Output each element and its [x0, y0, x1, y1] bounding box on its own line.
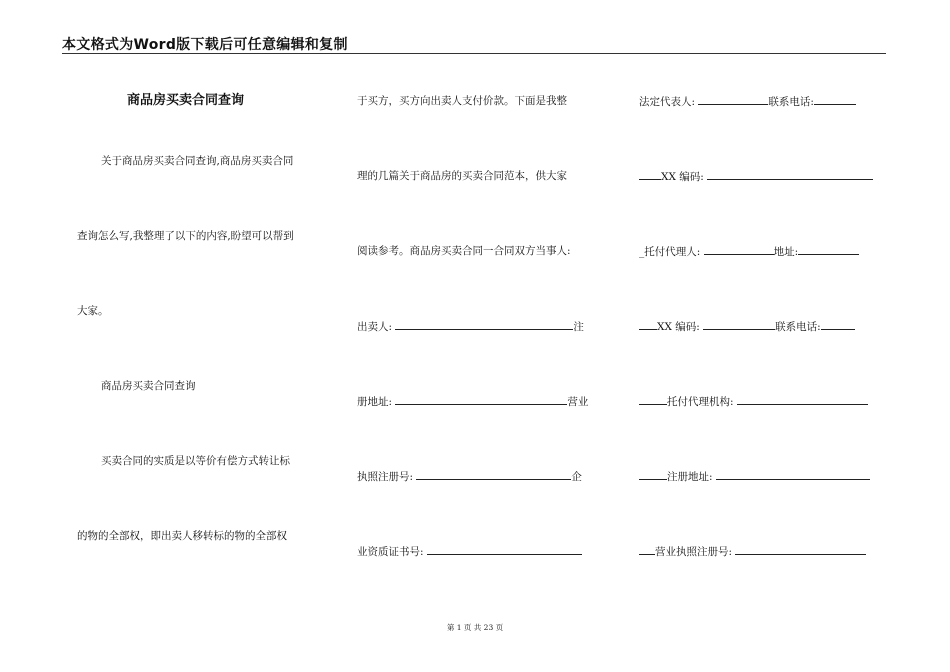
biz-license-label: 营业执照注册号:: [655, 546, 733, 558]
license-suffix: 企: [571, 471, 582, 483]
biz-license-prefix-blank[interactable]: [639, 544, 655, 555]
seller-blank[interactable]: [395, 319, 573, 330]
phone2-blank[interactable]: [821, 319, 855, 330]
agent-label: _托付代理人:: [639, 246, 701, 258]
postcode-blank[interactable]: [707, 169, 873, 180]
paragraph-line: 商品房买卖合同查询: [101, 380, 196, 392]
agency-reg-addr-field: [639, 469, 870, 484]
postcode2-blank[interactable]: [703, 319, 775, 330]
postcode-field: [639, 169, 873, 184]
biz-license-field: [639, 544, 866, 559]
qualification-field: [357, 544, 582, 559]
reg-addr-label: 册地址:: [357, 396, 393, 408]
paragraph-line: 理的几篇关于商品房的买卖合同范本，供大家: [357, 170, 567, 182]
paragraph-line: 大家。: [77, 305, 109, 317]
seller-label: 出卖人:: [357, 321, 393, 333]
postcode2-prefix-blank[interactable]: [639, 319, 657, 330]
agency-reg-addr-blank[interactable]: [716, 469, 870, 480]
seller-field: [357, 319, 584, 334]
paragraph-line: 的物的全部权，即出卖人移转标的物的全部权: [77, 530, 287, 542]
registered-address-field: [357, 394, 588, 409]
agency-label: 托付代理机构:: [667, 396, 734, 408]
agent-field: [639, 244, 859, 259]
paragraph-line: 买卖合同的实质是以等价有偿方式转让标: [101, 455, 290, 467]
header-title: 本文格式为Word版下载后可任意编辑和复制: [62, 37, 348, 53]
agency-prefix-blank[interactable]: [639, 394, 667, 405]
legal-rep-field: [639, 94, 856, 109]
agency-blank[interactable]: [737, 394, 868, 405]
address-blank[interactable]: [798, 244, 859, 255]
license-blank[interactable]: [416, 469, 571, 480]
qualification-label: 业资质证书号:: [357, 546, 424, 558]
page-footer: 第 1 页 共 23 页: [446, 623, 504, 632]
seller-suffix: 注: [573, 321, 584, 333]
license-label: 执照注册号:: [357, 471, 414, 483]
biz-license-blank[interactable]: [735, 544, 866, 555]
postcode-prefix-blank[interactable]: [639, 169, 661, 180]
postcode-label: XX 编码:: [661, 171, 704, 183]
reg-addr-suffix: 营业: [567, 396, 589, 408]
paragraph-line: 阅读参考。商品房买卖合同一合同双方当事人:: [357, 245, 571, 257]
document-title: 商品房买卖合同查询: [127, 93, 245, 108]
postcode2-label: XX 编码:: [657, 321, 700, 333]
postcode2-field: [639, 319, 855, 334]
agency-reg-addr-prefix-blank[interactable]: [639, 469, 667, 480]
reg-addr-blank[interactable]: [395, 394, 567, 405]
paragraph-line: 关于商品房买卖合同查询,商品房买卖合同: [101, 155, 294, 167]
page-header: [62, 31, 886, 54]
legal-rep-label: 法定代表人:: [639, 96, 696, 108]
phone-blank[interactable]: [814, 94, 856, 105]
agent-blank[interactable]: [704, 244, 774, 255]
agency-reg-addr-label: 注册地址:: [667, 471, 713, 483]
phone2-label: 联系电话:: [775, 321, 821, 333]
qualification-blank[interactable]: [427, 544, 582, 555]
paragraph-line: 查询怎么写,我整理了以下的内容,盼望可以帮到: [77, 230, 294, 242]
license-field: [357, 469, 582, 484]
agency-field: [639, 394, 868, 409]
address-label: 地址:: [773, 246, 799, 258]
paragraph-line: 于买方，买方向出卖人支付价款。下面是我整: [357, 95, 567, 107]
legal-rep-blank[interactable]: [698, 94, 768, 105]
phone-label: 联系电话:: [768, 96, 814, 108]
